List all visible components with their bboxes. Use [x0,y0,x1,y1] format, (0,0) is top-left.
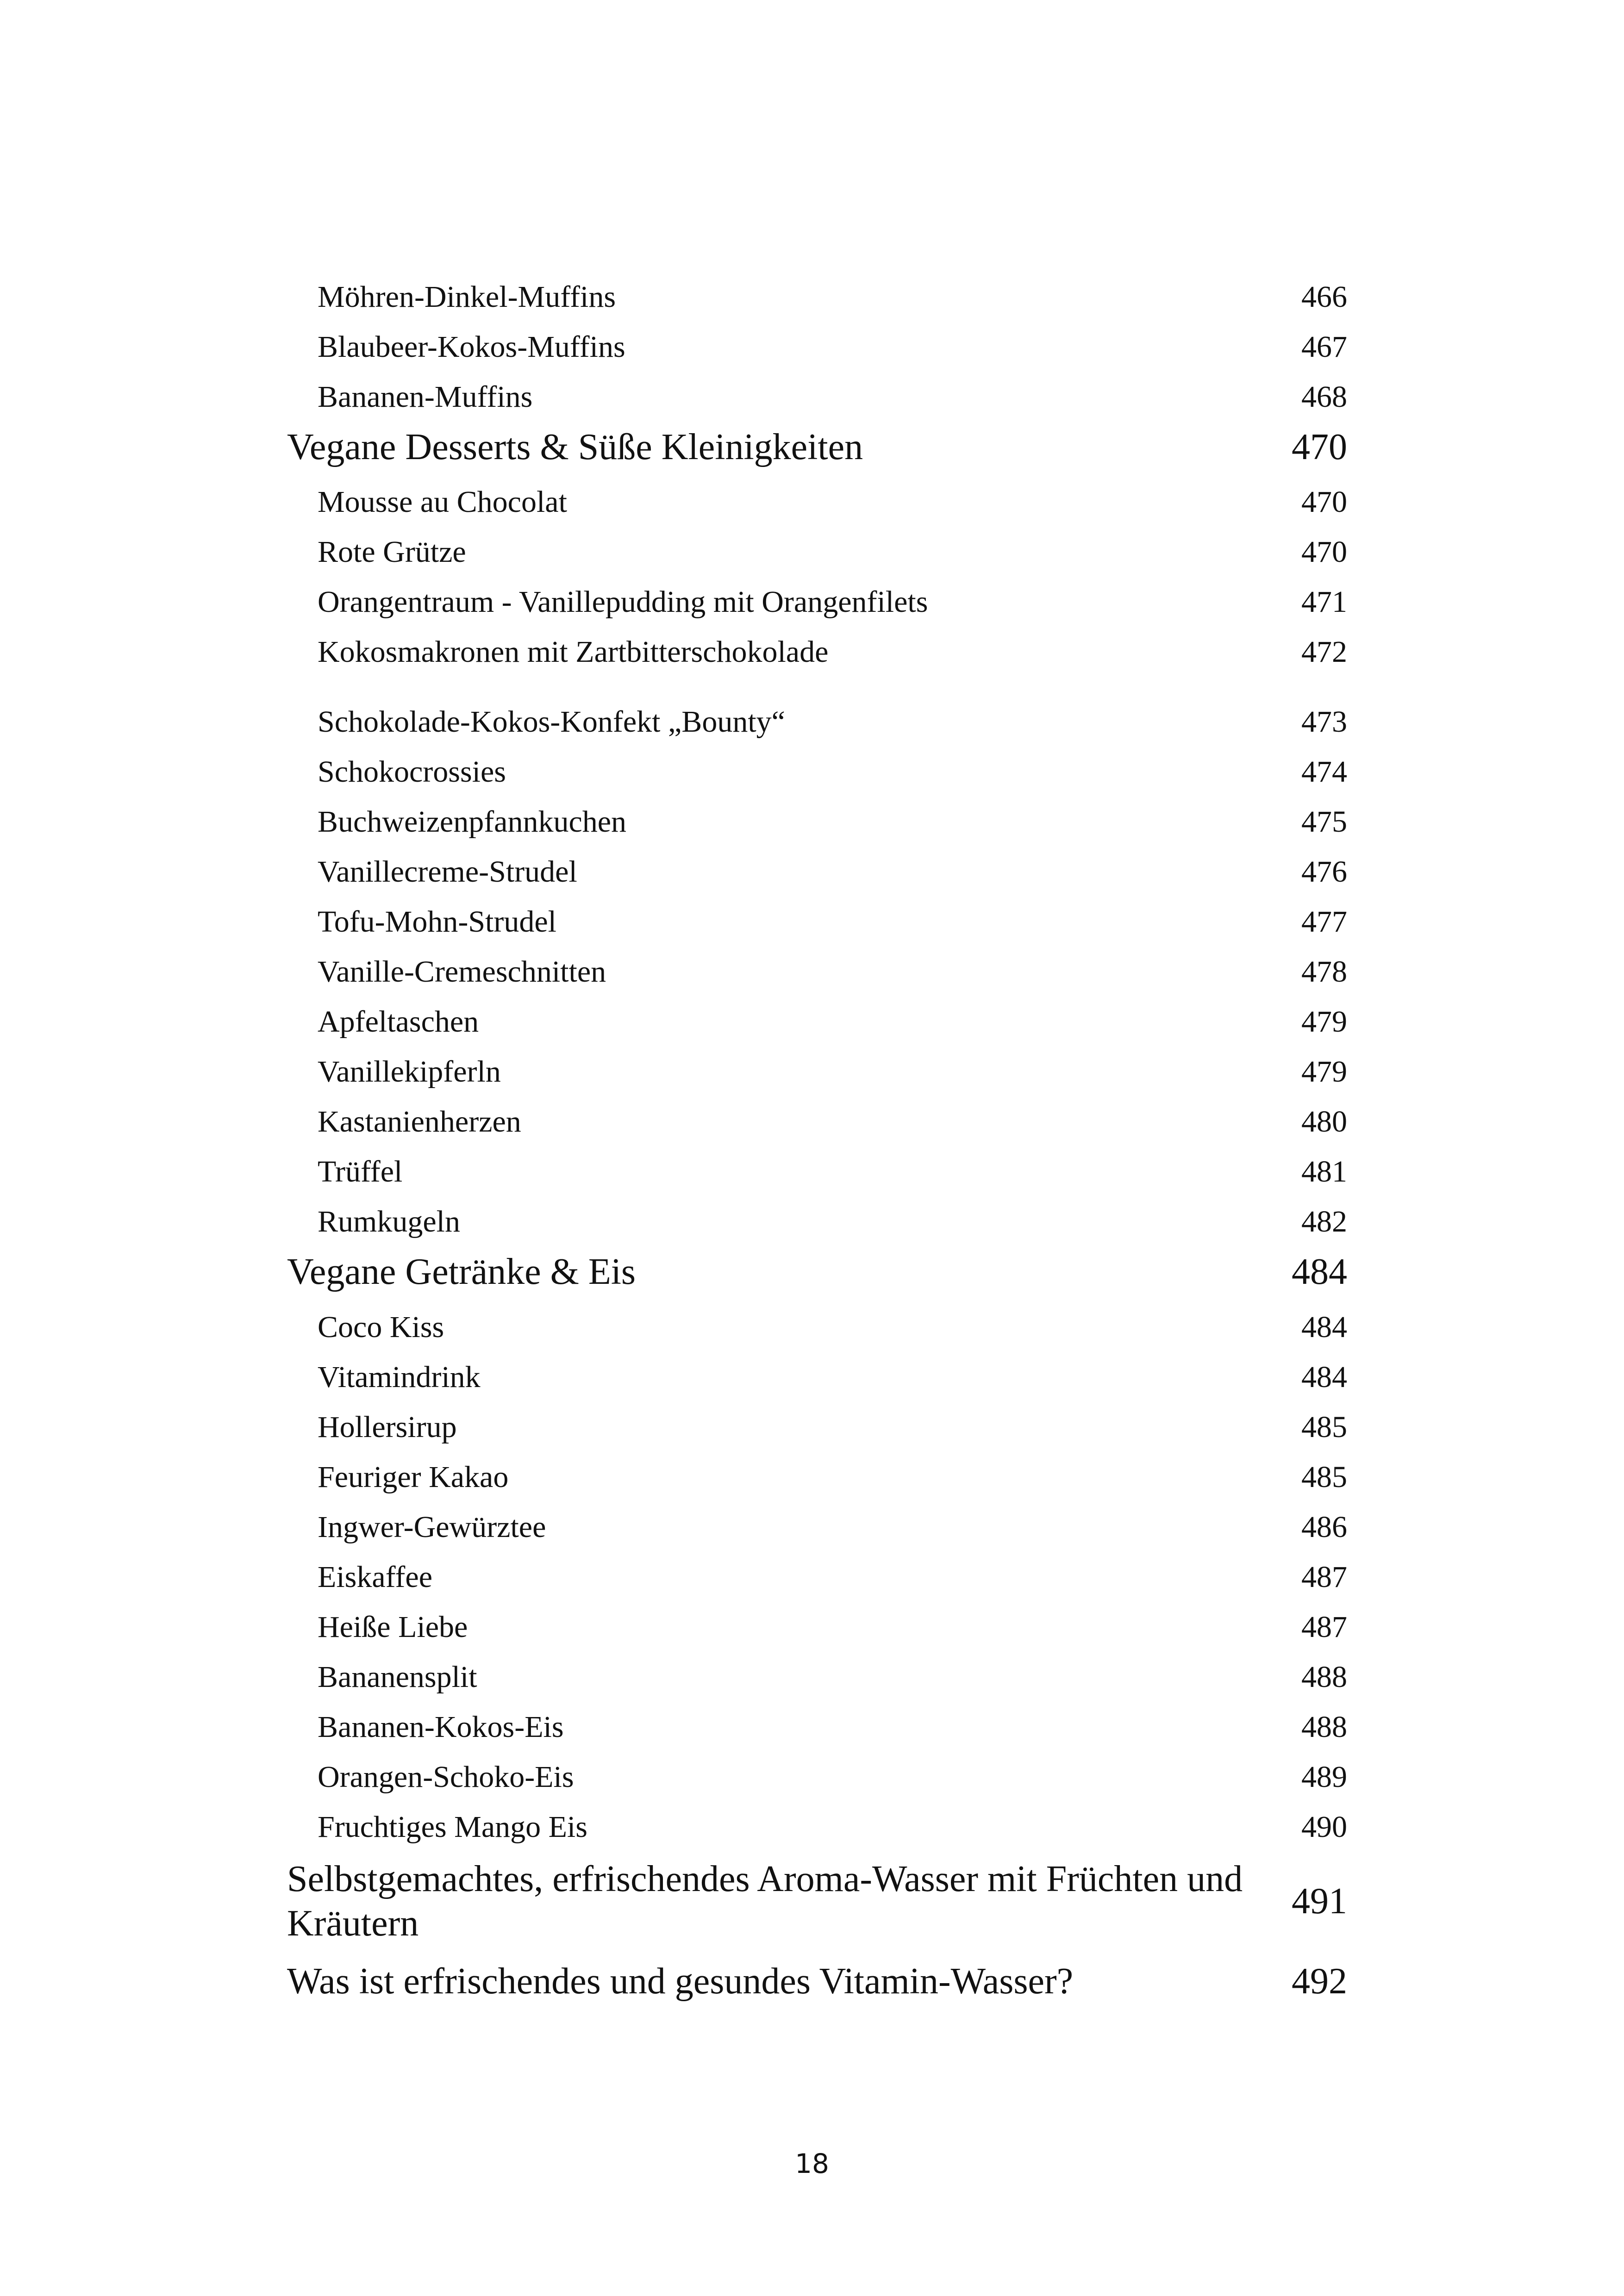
toc-entry [287,584,1347,621]
toc-entry-title: Hollersirup [318,1410,457,1444]
toc-entry-title: Orangentraum - Vanillepudding mit Orangenfilets [318,585,928,619]
toc-entry-title: Trüffel [318,1155,403,1188]
toc-entry-title: Fruchtiges Mango Eis [318,1810,587,1844]
toc-entry [287,1559,1347,1596]
toc-entry [287,329,1347,366]
toc-entry-title: Coco Kiss [318,1310,444,1344]
toc-section-page: 492 [1292,1961,1347,2002]
toc-entry-page: 482 [1301,1205,1347,1238]
toc-entry [287,1003,1347,1040]
toc-entry [287,903,1347,940]
toc-entry-page: 478 [1301,955,1347,989]
toc-section-title: Was ist erfrischendes und gesundes Vitamin-Wasser? [287,1961,1074,2002]
toc-entry-page: 476 [1301,855,1347,889]
toc-entry-title: Heiße Liebe [318,1610,468,1644]
toc-entry-page: 481 [1301,1155,1347,1188]
toc-entry-title: Rumkugeln [318,1205,460,1238]
toc-entry [287,484,1347,521]
toc-entry-page: 473 [1301,705,1347,739]
toc-entry [287,1709,1347,1746]
toc-entry-title: Rote Grütze [318,535,466,569]
toc-entry-title: Bananen-Kokos-Eis [318,1710,564,1744]
toc-entry [287,1309,1347,1346]
toc-entry-page: 484 [1301,1310,1347,1344]
toc-entry-title: Feuriger Kakao [318,1460,509,1494]
toc-entry-title: Eiskaffee [318,1560,432,1594]
toc-entry-page: 487 [1301,1560,1347,1594]
toc-entry-title: Tofu-Mohn-Strudel [318,905,556,939]
toc-entry [287,1609,1347,1646]
toc-entry-title: Ingwer-Gewürztee [318,1510,546,1544]
toc-entry [287,1759,1347,1796]
toc-entry [287,1509,1347,1546]
toc-entry [287,1359,1347,1396]
toc-entry [287,534,1347,571]
toc-section-title: Vegane Desserts & Süße Kleinigkeiten [287,427,863,467]
toc-entry [287,1409,1347,1446]
toc-section-title: Vegane Getränke & Eis [287,1251,636,1292]
toc-entry [287,1153,1347,1190]
toc-section-page: 491 [1292,1881,1347,1922]
toc-entry [287,279,1347,316]
toc-entry [287,803,1347,840]
toc-entry-title: Mousse au Chocolat [318,485,567,519]
toc-entry-title: Schokolade-Kokos-Konfekt „Bounty“ [318,705,785,739]
toc-section-title: Selbstgemachtes, erfrischendes Aroma-Wasser mit Früchten und Kräutern [287,1859,1243,1944]
toc-entry-page: 474 [1301,755,1347,789]
toc-entry-page: 472 [1301,635,1347,669]
toc-entry-title: Bananensplit [318,1660,477,1694]
toc-entry-title: Blaubeer-Kokos-Muffins [318,330,625,364]
toc-entry [287,1203,1347,1240]
toc-entry [287,953,1347,990]
toc-section-page: 470 [1292,427,1347,467]
toc-entry [287,1053,1347,1090]
toc-entry-page: 468 [1301,380,1347,414]
toc-section-heading [287,1857,1347,1946]
toc-entry-page: 470 [1301,535,1347,569]
toc-entry-page: 477 [1301,905,1347,939]
toc-section-heading [287,1250,1347,1294]
toc-entry-page: 470 [1301,485,1347,519]
toc-entry [287,753,1347,790]
toc-entry-page: 466 [1301,280,1347,314]
toc-entry-page: 467 [1301,330,1347,364]
toc-section-heading [287,1959,1347,2004]
toc-entry-title: Schokocrossies [318,755,506,789]
page-number: 18 [795,2148,829,2179]
toc-entry-page: 488 [1301,1660,1347,1694]
toc-entry-title: Vitamindrink [318,1360,481,1394]
toc-entry-page: 479 [1301,1055,1347,1089]
toc-entry [287,1459,1347,1496]
toc-entry [287,853,1347,890]
toc-entry-title: Kokosmakronen mit Zartbitterschokolade [318,635,829,669]
toc-entry-page: 480 [1301,1105,1347,1139]
toc-section-heading [287,425,1347,469]
toc-entry-title: Apfeltaschen [318,1005,479,1039]
toc-entry [287,1809,1347,1846]
toc-entry-page: 488 [1301,1710,1347,1744]
toc-entry-page: 484 [1301,1360,1347,1394]
toc-entry-title: Vanille-Cremeschnitten [318,955,606,989]
toc-entry-page: 489 [1301,1760,1347,1794]
toc-entry-page: 490 [1301,1810,1347,1844]
toc-section-page: 484 [1292,1251,1347,1292]
toc-entry [287,703,1347,740]
toc-entry-title: Orangen-Schoko-Eis [318,1760,574,1794]
toc-entry [287,1659,1347,1696]
toc-entry-page: 485 [1301,1460,1347,1494]
toc-entry-page: 485 [1301,1410,1347,1444]
toc-entry-title: Vanillekipferln [318,1055,501,1089]
toc-entry [287,1103,1347,1140]
toc-entry [287,379,1347,416]
toc-entry-title: Möhren-Dinkel-Muffins [318,280,616,314]
toc-entry-page: 486 [1301,1510,1347,1544]
toc-entry [287,634,1347,671]
toc-entry-title: Vanillecreme-Strudel [318,855,577,889]
toc-entry-page: 487 [1301,1610,1347,1644]
toc-entry-title: Bananen-Muffins [318,380,533,414]
toc-entry-page: 479 [1301,1005,1347,1039]
toc-entry-title: Kastanienherzen [318,1105,521,1139]
toc-entry-page: 471 [1301,585,1347,619]
toc-entry-page: 475 [1301,805,1347,839]
toc-entry-title: Buchweizenpfannkuchen [318,805,627,839]
